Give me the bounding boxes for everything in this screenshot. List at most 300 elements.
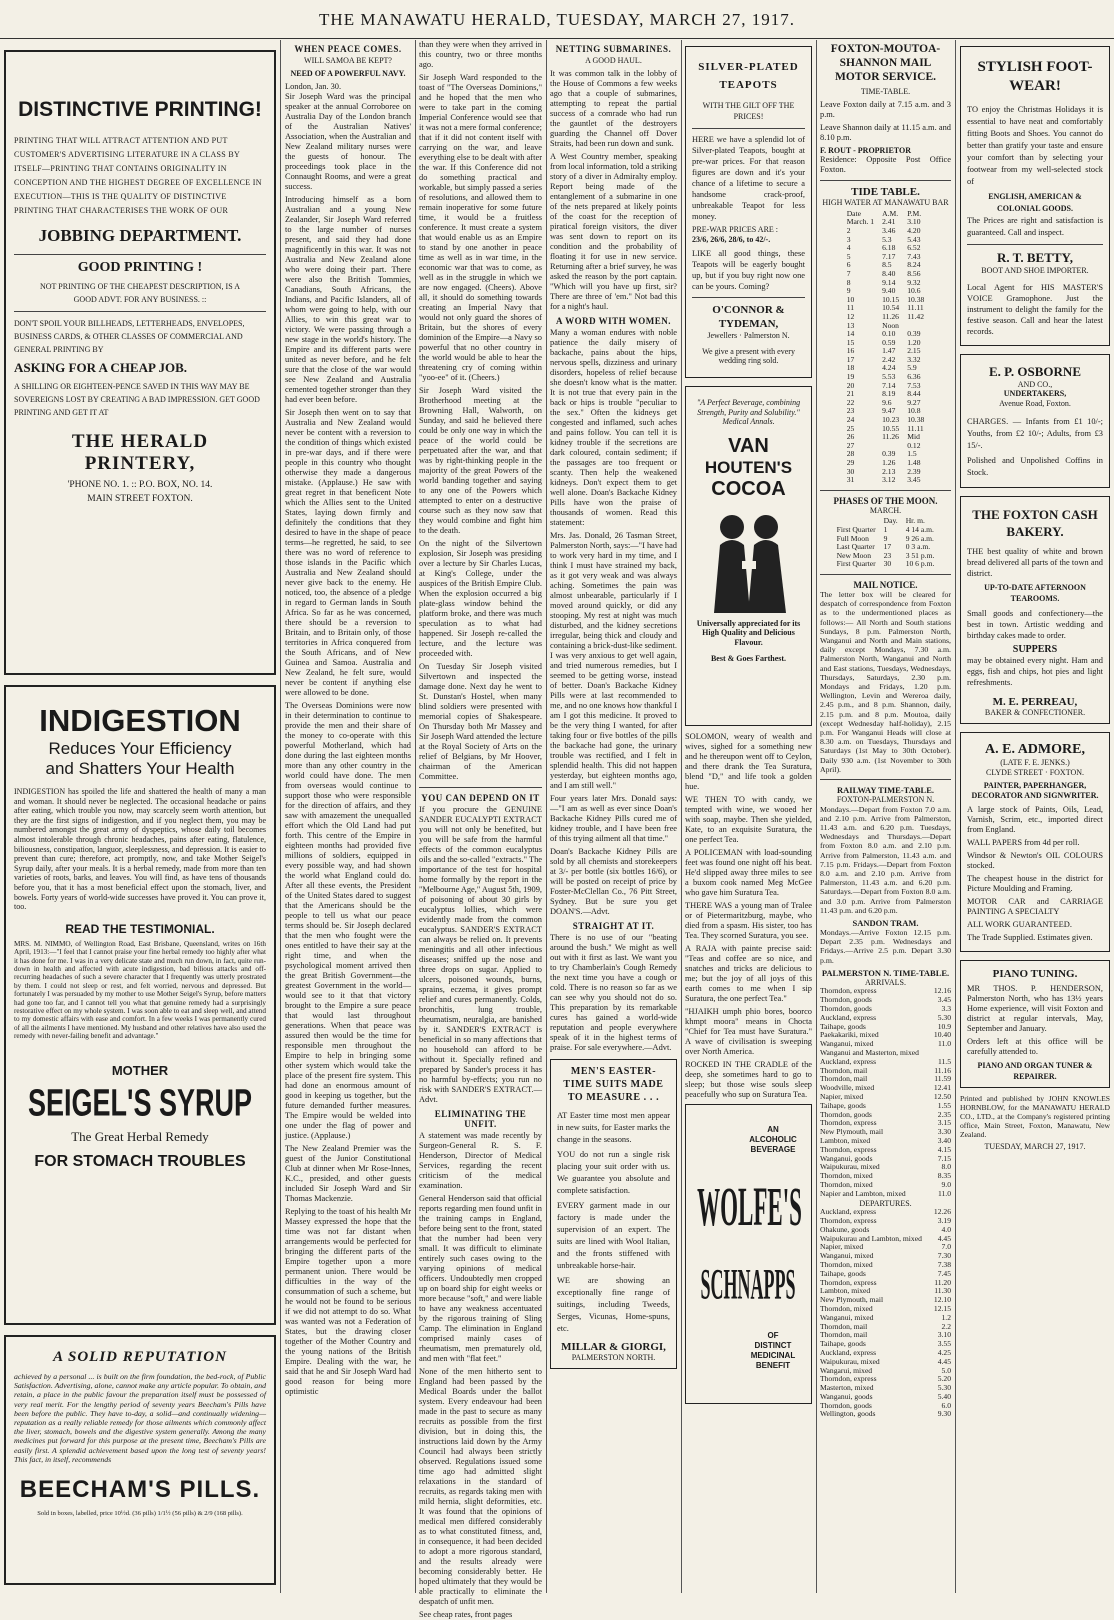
imprint: Printed and published by JOHN KNOWLES HORNBLOW, for the MANAWATU HERALD CO., LTD., at the Company's registered printing office, Main Street, Foxton, Manawatu, New Zealand. bbox=[960, 1094, 1110, 1140]
departure-row-route: Ohakune, goods bbox=[820, 1224, 870, 1234]
moon-cell: 0 3 a.m. bbox=[905, 542, 931, 552]
jeweller-note: We give a present with every wedding ring sold. bbox=[702, 346, 795, 366]
tide-cell: 10 bbox=[846, 294, 855, 304]
arrival-row-route: Thorndon, express bbox=[820, 986, 877, 996]
arrival-row-route: New Plymouth, mail bbox=[820, 1127, 884, 1137]
seigels-tag: The Great Herbal Remedy bbox=[71, 1128, 209, 1144]
good-printing-heading: GOOD PRINTING ! bbox=[77, 260, 203, 275]
admore-trade: PAINTER, PAPERHANGER, DECORATOR AND SIGNWRITER. bbox=[971, 781, 1099, 801]
arrival-row-time: 1.55 bbox=[937, 1100, 951, 1110]
tide-cell: 4 bbox=[846, 243, 851, 253]
arrival-row-route: Thorndon, mixed bbox=[820, 1171, 873, 1181]
tide-cell: 1.26 bbox=[882, 458, 896, 467]
indigestion-ad bbox=[4, 685, 276, 1325]
column-rule bbox=[546, 40, 547, 1593]
admore-name: A. E. ADMORE, bbox=[985, 741, 1085, 757]
column-3 bbox=[419, 40, 542, 1619]
tide-cell: 0.39 bbox=[882, 449, 896, 459]
schnapps-line: BENEFIT bbox=[755, 1360, 791, 1370]
arrival-row-route: Thorndon, goods bbox=[820, 1109, 872, 1119]
tide-cell: 1.48 bbox=[907, 458, 921, 467]
admore-framing: The cheapest house in the district for Picture Moulding and Framing. bbox=[967, 874, 1103, 894]
tide-cell: 10.38 bbox=[907, 294, 925, 304]
tide-cell: 22 bbox=[846, 397, 855, 407]
tide-cell: 20 bbox=[846, 380, 855, 390]
jeweller-sub: Jewellers · Palmerston N. bbox=[707, 331, 790, 341]
paragraph: None of the men hitherto sent to England had been passed by the Medical Boards under the ballot system. Every endeavour had been made in the past to secure as many recruits as possible from the first division, but in doing this, the instructions laid down by the Army Council had always been strictly observed. Regulations issued some time ago had admitted slight relaxations in the standard of recruits, as regards taking men with mild hernia, slight deformities, etc. It was found that the opinions of medical men differed considerably as to what constituted fitness, and, in consequence, it had been decided to adopt a more rigorous standard, and the results already were becoming considerably better. He hoped ultimately that they would be able practically to eliminate the despatch of unfit men. bbox=[419, 1367, 542, 1606]
tide-cell: 2.39 bbox=[907, 466, 921, 476]
arrival-row-route: Woodville, mixed bbox=[820, 1083, 875, 1093]
departure-row-route: Wellington, goods bbox=[820, 1409, 876, 1419]
tide-cell: 14 bbox=[846, 329, 855, 339]
tide-row bbox=[843, 476, 929, 485]
departures-label: DEPARTURES. bbox=[859, 1198, 912, 1208]
paragraph: Doan's Backache Kidney Pills are sold by all chemists and storekeepers at 3/- per bottle (six bottles 16/6), or will be posted on receipt of price by Foster-McClellan Co., 76 Pitt Street, Sydney. But be sure you get DOAN'S.—Advt. bbox=[550, 847, 677, 916]
tide-cell: 9 bbox=[846, 286, 851, 296]
easter-town: PALMERSTON NORTH. bbox=[571, 1353, 656, 1362]
column-7 bbox=[960, 40, 1110, 1593]
printing-title: DISTINCTIVE PRINTING! bbox=[18, 98, 262, 121]
tide-cell: Noon bbox=[882, 320, 899, 330]
tide-cell: 28 bbox=[846, 449, 855, 459]
departure-row-time: 4.25 bbox=[937, 1347, 951, 1357]
tide-cell: 2.42 bbox=[882, 354, 896, 364]
perreau-name: M. E. PERREAU, bbox=[992, 696, 1078, 709]
arrival-row-route: Wanganui, mixed bbox=[820, 1039, 874, 1049]
timetable-line: Leave Shannon daily at 11.15 a.m. and 8.10 p.m. bbox=[820, 122, 951, 142]
perreau-sub: BAKER & CONFECTIONER. bbox=[984, 708, 1086, 718]
tide-cell: 25 bbox=[846, 423, 855, 433]
paragraph: A statement was made recently by Surgeon-General R. S. F. Henderson, Director of Medical Services, regarding the recent criticism of the medical examination. bbox=[419, 1131, 542, 1190]
tide-cell: 0.10 bbox=[882, 329, 896, 339]
paragraph: The New Zealand Premier was the guest of the Junior Constitutional Club at dinner when Mr Rose-Innes, K.C., presided, and other guests included Sir Joseph Ward and Sir Thomas Mackenzie. bbox=[285, 1144, 411, 1203]
arrival-row-time: 10.9 bbox=[937, 1021, 951, 1031]
arrival-row-route: Auckland, express bbox=[820, 1012, 877, 1022]
suratura-ad: "HJAIKH umph phio bores, boorco khmpt moora" means in Chocta "Chief for Tea must have Suratura." A wave of civilisation is sweeping over North America. bbox=[685, 1006, 812, 1056]
easter-firm: MILLAR & GIORGI, bbox=[561, 1341, 666, 1353]
moon-cell: First Quarter bbox=[836, 524, 876, 534]
tide-cell: 8.24 bbox=[907, 260, 921, 270]
piano-heading: PIANO TUNING. bbox=[992, 968, 1078, 981]
tide-table-sub: HIGH WATER AT MANAWATU BAR bbox=[822, 198, 949, 208]
arrival-row-time: 11.16 bbox=[934, 1065, 951, 1075]
dateline: London, Jan. 30. bbox=[285, 82, 342, 91]
column-rule bbox=[415, 40, 416, 1593]
arrival-row-time: 8.0 bbox=[941, 1162, 951, 1172]
tide-cell: 8.40 bbox=[882, 268, 896, 278]
cocoa-brand-1: VAN bbox=[728, 434, 769, 457]
arrival-row-time: 11.0 bbox=[937, 1039, 951, 1049]
tide-cell: 1.5 bbox=[907, 449, 917, 459]
moon-cell: 30 bbox=[883, 559, 892, 569]
paragraph: There is no use of our "beating around the bush." We might as well out with it first as last. We want you to try Chamberlain's Cough Remedy the next time you have a cough or cold. There is no reason so far as we can see why you should not do so. This preparation by its remarkable cures has gained a world-wide reputation and people everywhere speak of it in the highest terms of praise. For sale everywhere.—Advt. bbox=[550, 933, 677, 1052]
tide-cell: 29 bbox=[846, 458, 855, 467]
bakery-tearooms: UP-TO-DATE AFTERNOON TEAROOMS. bbox=[984, 583, 1086, 604]
departure-row-route: Waipukurau and Lambton, mixed bbox=[820, 1233, 922, 1243]
schnapps-line: MEDICINAL bbox=[750, 1350, 796, 1360]
paragraph: Introducing himself as a born Australian and a young New Zealander, Sir Joseph Ward referred to the large number of nurses present, and said they had done magnificently in this war. It was not Australia and New Zealand alone who were doing their part. There were also the British Tommies, Canadians, South Africans, the Indians, and Pacific Islanders, all of whom were going to help, with our Allies, to win this great war to victory. We were passing through a new stage in the world's history. The Empire and its different parts were united as never before, and he felt sure that the close of the war would see New Zealand and Australia cemented together stronger than they had ever been before. bbox=[285, 195, 411, 404]
jeweller-name: O'CONNOR & TYDEMAN, bbox=[712, 304, 785, 331]
tide-cell: 10.23 bbox=[882, 415, 900, 425]
tide-cell: 9.40 bbox=[882, 286, 896, 296]
tide-cell: 11 bbox=[846, 303, 854, 313]
arrival-row bbox=[820, 1190, 951, 1199]
arrival-row-route: Thorndon, mixed bbox=[820, 1179, 873, 1189]
column-rule bbox=[681, 40, 682, 1593]
departure-row-route: Thorndon, mail bbox=[820, 1330, 868, 1340]
column-6 bbox=[820, 40, 951, 1593]
arrival-row-route: Thorndon, express bbox=[820, 1144, 877, 1154]
arrival-row-time: 2.35 bbox=[937, 1109, 951, 1119]
bakery-heading: THE FOXTON CASH BAKERY. bbox=[972, 507, 1098, 540]
paragraph: Replying to the toast of his health Mr Massey expressed the hope that the time was not far distant when arrangements would be perfected for bringing the different parts of the Empire together upon a more permanent union. There would be difficulties in the way of the consummation of such a scheme, but he would not be found to be serious if we did not attempt to do so. What was wanted was not a Federation of States, but the drawing closer together of the Mother Country and the young nations of the British Empire. Dealing with the war, he said that he and Sir Joseph Ward had good reason for being more optimistic bbox=[285, 1207, 411, 1396]
tide-cell: 13 bbox=[846, 320, 855, 330]
tide-column-header: P.M. bbox=[907, 208, 922, 218]
tide-cell: 30 bbox=[846, 466, 855, 476]
departure-row-time: 4.45 bbox=[937, 1356, 951, 1366]
tide-cell: 8.56 bbox=[907, 268, 921, 278]
moon-heading: PHASES OF THE MOON. bbox=[833, 495, 938, 506]
paragraph: Sir Joseph Ward responded to the toast of "The Overseas Dominions," and he hoped that the men who were to take part in the coming Imperial Conference would see that it was not a mere formal conference; that if it did not content itself with carrying on the war, and leave everything else to be dealt with after the war. If this Conference did not do something practical and workable, but simply passed a series of resolutions, and allowed them to remain inoperative for some future time, it would be a fruitless conference. It must create a system that would enable us as an Empire to stand by one another in peace time as well as in war time, in the economic war that was to come, as well as in the struggle in which we are now engaged. (Cheers). Above all, it should do something towards creating an Imperial Navy that would not only guard the shores of Britain, but the shores of every dominion of the Empire—a Navy so powerful that no other country in the world would be able to hear the threatening cry of coming within "yoo-ee" of it. (Cheers.) bbox=[419, 73, 542, 382]
arrival-row-time: 3.40 bbox=[937, 1135, 951, 1145]
arrival-row-route: Taihape, goods bbox=[820, 1021, 866, 1031]
column-rule bbox=[816, 40, 817, 1593]
herald-printery: THE HERALD PRINTERY, bbox=[71, 431, 209, 474]
schnapps-brand-1: WOLFE'S bbox=[697, 1176, 802, 1237]
proprietor: F. ROUT - PROPRIETOR bbox=[820, 145, 911, 155]
departure-row-route: Wanganui, goods bbox=[820, 1391, 873, 1401]
paragraph: A West Country member, speaking from local information, told a striking story of a diver in Admiralty employ. Report being made of the entanglement of a submarine in one of the nets prepared at likely points of the coast for the reception of piratical foreign visitors, the diver was sent down to report on its condition and the probability of floating it for use in new service. Returning after a brief survey, he was asked the reason by the port captain. "Which will you have up first, sir? There are three of 'em." Not bad this for a night's haul. bbox=[550, 152, 677, 311]
article-subhead: WILL SAMOA BE KEPT? bbox=[304, 56, 392, 65]
beecham-heading: A SOLID REPUTATION bbox=[53, 1349, 227, 1365]
departure-row-route: Thorndon, express bbox=[820, 1215, 877, 1225]
footwear-heading: STYLISH FOOT-WEAR! bbox=[977, 59, 1093, 94]
tide-cell: 10.55 bbox=[882, 423, 900, 433]
railway-body: Mondays.—Depart from Foxton 7.0 a.m. and 2.10 p.m. Arrive from Palmerston, 11.43 a.m. and 6.20 p.m. Tuesdays, Wednesdays and Thursdays.—Depart from Foxton 8.0 a.m. and 2.10 p.m. Arrive from Palmerston, 11.43 a.m. and 7.15 p.m. Fridays.—Depart from Foxton 8.0 a.m. and 2.10 p.m. Arrive from Palmerston, 11.43 a.m. and 6.20 p.m. Saturdays.—Depart from Foxton 8.0 a.m. and 3.0 p.m. Arrive from Palmerston 11.43 p.m. and 6.20 p.m. bbox=[820, 804, 951, 915]
footwear-body: TO enjoy the Christmas Holidays it is essential to have neat and comfortably fitting Boots and Shoes. You cannot do better than gratify your taste and ensure your comfort than by selecting your footwear from my well-selected stock of bbox=[967, 105, 1103, 186]
beecham-ad bbox=[4, 1335, 276, 1585]
arrival-row-time: 11.0 bbox=[937, 1188, 951, 1198]
betty-sub: BOOT AND SHOE IMPORTER. bbox=[981, 266, 1089, 275]
teapot-ad bbox=[685, 46, 812, 378]
departure-row-route: New Plymouth, mail bbox=[820, 1295, 884, 1305]
departure-row-route: Waipukurau, mixed bbox=[820, 1356, 880, 1366]
paragraph: Mrs. Jas. Donald, 26 Tasman Street, Palmerston North, says:—"I have had to work very hard in my time, and I think I must have strained my back, as it got very weak and was always aching. Sometimes the pain was almost unbearable, particularly if I moved around quickly, or did any stooping. My rest at night was much disturbed, and the kidney secretions irregular, being thick and cloudy and containing a brick-dust-like sediment. I was very anxious to get well again, and tried numerous remedies, but I seemed to be getting worse, instead of better. Doan's Backache Kidney Pills were at last recommended to me, and no one knows how thankful I am I got this medicine. It proved to be the very thing I wanted, for after taking four or five bottles of the pills the backache had gone, the urinary trouble was rectified, and I felt in splendid health. This did not happen yesterday, but eighteen months ago, and I am still well." bbox=[550, 531, 677, 790]
tide-cell: 7.14 bbox=[882, 380, 896, 390]
mail-notice-body: The letter box will be cleared for despatch of correspondence from Foxton as to the undermentioned places as follows:— All North and South stations Sundays, 8 p.m. Palmerston North, Wanganui and North and Main stations, daily except Mondays, 7.30 a.m. Palmerston North, Wanganui and North and East stations, Tuesdays, Wednesdays, Thursdays, Saturdays, 2.30 p.m. Mondays and Fridays, 1.20 p.m. Wellington, Levin and Wereroa daily, 2.45 p.m., and 8 p.m. Shannon, daily, 2.15 p.m. and 8 p.m. Moutoa, daily (except Wednesday half-holiday), 2.15 p.m. For Wanganui Heads will close at 8.30 a.m. on Tuesdays, Thursdays and Saturdays (1st May to 30th October). Daily 930 a.m. (1st November to 30th April). bbox=[820, 589, 951, 774]
piano-ad bbox=[960, 960, 1110, 1088]
departure-row-route: Thorndon, mail bbox=[820, 1321, 868, 1331]
departure-row-route: Thorndon, mixed bbox=[820, 1303, 873, 1313]
tide-column-header: A.M. bbox=[882, 208, 899, 218]
departure-row-time: 12.26 bbox=[933, 1207, 951, 1217]
arrival-row-time: 3.15 bbox=[937, 1118, 951, 1128]
departure-row-time: 7.0 bbox=[941, 1242, 951, 1252]
tide-cell: 0.59 bbox=[882, 337, 896, 347]
arrival-row-time: 5.30 bbox=[937, 1012, 951, 1022]
railway-sub: FOXTON-PALMERSTON N. bbox=[836, 795, 935, 804]
tide-cell: 17 bbox=[846, 354, 855, 364]
tide-cell: 4.24 bbox=[882, 363, 896, 373]
article-heading-unfit: ELIMINATING THE UNFIT. bbox=[434, 1109, 527, 1129]
moon-cell: 9 bbox=[883, 533, 888, 543]
osborne-address: Avenue Road, Foxton. bbox=[999, 398, 1071, 408]
arrival-row-route: Thorndon, mail bbox=[820, 1074, 868, 1084]
easter-para: AT Easter time most men appear in new suits, for Easter marks the change in the seasons. bbox=[557, 1111, 670, 1144]
tide-cell: 8.5 bbox=[882, 260, 892, 270]
article-heading-women: A WORD WITH WOMEN. bbox=[555, 316, 672, 326]
bakery-body: THE best quality of white and brown bread delivered all parts of the town and district. bbox=[967, 547, 1103, 579]
tide-cell: 4.20 bbox=[907, 225, 921, 235]
departure-row-route: Napier, mixed bbox=[820, 1242, 864, 1252]
tide-cell: 31 bbox=[846, 475, 855, 485]
departures-list bbox=[820, 1208, 951, 1419]
printing-dept: JOBBING DEPARTMENT. bbox=[38, 226, 242, 245]
departure-row-time: 4.0 bbox=[941, 1224, 951, 1234]
tide-cell: 21 bbox=[846, 389, 855, 399]
arrival-row-time: 12.41 bbox=[933, 1083, 951, 1093]
tide-cell: 5.53 bbox=[882, 372, 896, 382]
arrival-row-route: Napier and Lambton, mixed bbox=[820, 1188, 906, 1198]
teapot-prices: 23/6, 26/6, 28/6, to 42/-. bbox=[692, 234, 771, 244]
paragraph: General Henderson said that official reports regarding men found unfit in the training camps in England, before being sent to the front, stated that the number had been very small. It was difficult to eliminate entirely such cases owing to the varying opinions of medical officers. Undoubtedly men cropped up on board ship for eight weeks or more because "soft," and were liable to have any weakness accentuated by the rigorous training of Sling Camp. The elimination in England comprised mainly cases of rheumatism, men prematurely old, and men with "flat feet." bbox=[419, 1194, 542, 1363]
tide-cell: 10.15 bbox=[882, 294, 900, 304]
tide-cell: 9.32 bbox=[907, 277, 921, 287]
arrival-row-time: 10.40 bbox=[933, 1030, 951, 1040]
arrival-row-time: 3.45 bbox=[937, 995, 951, 1005]
cheap-job-line: ASKING FOR A CHEAP JOB. bbox=[14, 360, 187, 375]
paragraph: Sir Joseph Ward visited the Brotherhood meeting at the Browning Hall, Walworth, on Sunday, and said he believed there could be only one way in which the peace of the world could be perpetuated after the war, and that was by right-thinking people in the majority of the great Powers of the world banding together and saying to any one of the Powers which attempted to enter on a destructive course such as they now saw that they would combine and fight him to the death. bbox=[419, 386, 542, 535]
tide-cell: 16 bbox=[846, 346, 855, 356]
pn-timetable-heading: PALMERSTON N. TIME-TABLE. bbox=[821, 967, 950, 978]
departure-row-route: Lambton, mixed bbox=[820, 1286, 871, 1296]
teapot-prices-label: PRE-WAR PRICES ARE : bbox=[692, 225, 779, 234]
easter-suits-ad bbox=[550, 1059, 677, 1369]
moon-table bbox=[833, 517, 939, 569]
moon-column-header: Hr. m. bbox=[905, 516, 925, 526]
arrival-row-route: Thorndon, express bbox=[820, 1118, 877, 1128]
tide-cell: 6.52 bbox=[907, 243, 921, 253]
teapot-body: HERE we have a splendid lot of Silver-plated Teapots, bought at pre-war prices. For that reason figures are down and it's your chance of a lifetime to secure a handsome crack-proof, unbreakable Teapot for less money. bbox=[692, 135, 805, 221]
tide-cell: 8.19 bbox=[882, 389, 896, 399]
tide-cell: 11.26 bbox=[882, 432, 899, 442]
departure-row-time: 12.15 bbox=[933, 1303, 951, 1313]
paragraph: Many a woman endures with noble patience the daily misery of backache, pains about the hips, nervous spells, dizziness and urinary disorders, hopeless of relief because she doesn't know what is the matter. It is not true that every pain in the back or hips is trouble "peculiar to the sex." Often the kidneys get congested and inflamed, such aches and pains follow. You can tell it is kidney trouble if the secretions are dark coloured, contain sediment; if the passages are too frequent or scanty. Then help the weakened kidneys. Don't expect them to get well alone. Doan's Backache Kidney Pills have won the praise of thousands of women. Read this statement: bbox=[550, 328, 677, 527]
departure-row-time: 7.45 bbox=[937, 1268, 951, 1278]
tide-cell: 23 bbox=[846, 406, 855, 416]
departure-row bbox=[820, 1410, 951, 1419]
cocoa-tagline-2: Best & Goes Farthest. bbox=[710, 653, 787, 663]
tide-cell: 18 bbox=[846, 363, 855, 373]
paragraph: than they were when they arrived in this country, two or three months ago. bbox=[419, 40, 542, 69]
easter-para: EVERY garment made in our factory is made under the supervision of an expert. The suits are lined with Wool Italian, and the fronts stiffened with unbreakable horse-hair. bbox=[557, 1201, 670, 1270]
paragraph: The Overseas Dominions were now in their determination to continue to provide the men and their share of the money to co-operate with this powerful Motherland, which had done during the last eighteen months more than any other country in the world could have done. The men from overseas would continue to support those who were responsible for the direction of affairs, and they saw with amazement the unequalled effort which the Old Land had put forth. This centre of the Empire in eighteen months had provided five millions of soldiers, equipped in every possible way, and had shown the world what England could do. After all these events, the President of the United States dared to suggest that the Americans should be the people to tell us what our peace terms should be. Sir Joseph declared that the men who fought were the ones entitled to have their say at the right time, and when the psychological moment arrived then the great British Government—the greatest Government in the world—would see to it that that victory brought to the Empire a sure peace that would last throughout generations. When that peace was assured then would be the time for responsible men throughout the Empire to help in bringing some other system which would take the place of the present fire system. This had done an enormous amount of good in keeping us together, but the future demanded further measures. The Empire would be welded into one under the flag of power and justice. (Applause.) bbox=[285, 701, 411, 1140]
arrival-row-time: 11.59 bbox=[934, 1074, 951, 1084]
arrival-row-route: Waipukurau, mixed bbox=[820, 1162, 880, 1172]
arrival-row-time: 4.15 bbox=[937, 1144, 951, 1154]
suratura-ad: A RAJA with painte precise said: "Teas and coffee are so nice, and snatches and tricks are delicious to me; but the joy of all joys of this earth comes to me when I sip Suratura, the one perfect Tea." bbox=[685, 943, 812, 1003]
paragraph: Four years later Mrs. Donald says:—"I am as well as ever since Doan's Backache Kidney Pills cured me of kidney trouble, and I have been free of this trying ailment all that time." bbox=[550, 794, 677, 843]
tide-cell: March. 1 bbox=[846, 217, 875, 227]
tide-cell: 9.47 bbox=[882, 406, 896, 416]
beecham-brand: BEECHAM'S PILLS. bbox=[19, 1476, 261, 1504]
tide-cell: 26 bbox=[846, 432, 855, 442]
suratura-ad: A POLICEMAN with load-sounding feet was found one night off his beat. He'd slipped away three miles to see a buxom cook named Meg McGee who gave him Suratura Tea. bbox=[685, 847, 812, 897]
indigestion-sub2: and Shatters Your Health bbox=[45, 759, 235, 778]
arrival-row-route: Wanganui, goods bbox=[820, 1153, 873, 1163]
seigels-brand: SEIGEL'S SYRUP bbox=[28, 1081, 252, 1124]
cocoa-tagline: Universally appreciated for its High Quality and Delicious Flavour. bbox=[696, 618, 801, 647]
paragraph: If you procure the GENUINE SANDER EUCALYPTI EXTRACT you will not only be benefited, but you will be safe from the harmful effects of the common eucalyptus oils and the so-called "extracts." The importance of the test for hospital home formally by the report in the "Melbourne Age," August 5th, 1909, of poisoning of about 30 girls by eucalyptus lollies, which were evidently made from the common eucalyptus. SANDER'S EXTRACT can always be relied on. It prevents meningitis and all other infectious diseases; sniffed up the nose and three drops on sugar. Applied to ulcers, poisoned wounds, burns, sprains, eczema, it gives prompt relief and cures permanently. Colds, bronchitis, lung trouble, rheumatism, neuralgia, are banished by it. SANDER'S EXTRACT is beneficial in so many affections that no household can afford to be without it. Specially refined and prepared by Sander's process it has no harmful by-effects; you run no risk with SANDER'S EXTRACT.—Advt. bbox=[419, 805, 542, 1104]
column-rule bbox=[955, 40, 956, 1593]
departure-row-route: Auckland, express bbox=[820, 1347, 877, 1357]
timetable-line: Leave Foxton daily at 7.15 a.m. and 3 p.m. bbox=[820, 99, 951, 119]
masthead: THE MANAWATU HERALD, TUESDAY, MARCH 27, 1917. bbox=[0, 10, 1114, 39]
osborne-coffins: Polished and Unpolished Coffins in Stock. bbox=[967, 456, 1103, 478]
paragraph: It was common talk in the lobby of the House of Commons a few weeks ago that a couple of submarines, attempting to repeat the partial success of a comrade who had run the gauntlet of the destroyers guarding the Channel off Dover Straits, had been run down and sunk. bbox=[550, 69, 677, 148]
testimonial-heading: READ THE TESTIMONIAL. bbox=[65, 921, 215, 936]
schnapps-line: BEVERAGE bbox=[750, 1144, 796, 1154]
moon-cell: New Moon bbox=[836, 550, 871, 560]
departure-row-time: 5.40 bbox=[937, 1391, 951, 1401]
tide-cell: 0.39 bbox=[907, 329, 921, 339]
departure-row-route: Taihape, goods bbox=[820, 1339, 866, 1349]
tide-cell: 7 bbox=[846, 268, 851, 278]
arrival-row-route: Taihape, goods bbox=[820, 1100, 866, 1110]
departure-row-time: 2.2 bbox=[941, 1321, 951, 1331]
easter-heading: MEN'S EASTER-TIME SUITS MADE TO MEASURE . . . bbox=[563, 1066, 664, 1103]
printing-ad bbox=[4, 50, 276, 675]
osborne-charges: CHARGES. — Infants from £1 10/-; Youths, from £2 10/-; Adults, from £3 15/-. bbox=[967, 417, 1103, 451]
suratura-ad: THERE WAS a young man of Tralee or of Pietermaritzburg, maybe, who died from a spasm. His sister, too has Tea. They scorned Suratura, you see. bbox=[685, 900, 812, 940]
arrivals-list bbox=[820, 987, 951, 1198]
moon-cell: 3 51 p.m. bbox=[905, 550, 935, 560]
bakery-ad bbox=[960, 496, 1110, 724]
mail-notice-heading: MAIL NOTICE. bbox=[853, 579, 918, 590]
tide-cell: 11.26 bbox=[882, 311, 899, 321]
suppers-heading: SUPPERS bbox=[1012, 644, 1058, 656]
article-heading-netting: NETTING SUBMARINES. bbox=[555, 44, 672, 54]
tide-cell: 10.6 bbox=[907, 286, 921, 296]
tide-column-header: Date bbox=[846, 208, 862, 218]
moon-cell: First Quarter bbox=[836, 559, 876, 569]
bakery-body-2: Small goods and confectionery—the best in town. Artistic wedding and birthday cakes made to order. bbox=[967, 609, 1103, 641]
beecham-price: Sold in boxes, labelled, price 10½d. (36 pills) 1/1½ (56 pills) & 2/9 (168 pills). bbox=[37, 1510, 243, 1518]
tide-cell: 11.11 bbox=[907, 303, 924, 313]
teapot-sub: WITH THE GILT OFF THE PRICES! bbox=[702, 101, 795, 121]
departure-row-route: Wangarui, mixed bbox=[820, 1365, 873, 1375]
moon-row bbox=[833, 560, 939, 569]
indigestion-sub1: Reduces Your Efficiency bbox=[48, 739, 232, 758]
good-printing-body: NOT PRINTING OF THE CHEAPEST DESCRIPTION, IS A GOOD ADVT. FOR ANY BUSINESS. :: bbox=[39, 282, 241, 304]
moon-cell: 4 14 a.m. bbox=[905, 524, 934, 534]
tide-cell: 15 bbox=[846, 337, 855, 347]
article-heading-depend: YOU CAN DEPEND ON IT bbox=[421, 793, 540, 803]
moon-cell: 9 26 a.m. bbox=[905, 533, 934, 543]
admore-body: A large stock of Paints, Oils, Lead, Varnish, Scrim, etc., imported direct from England. bbox=[967, 805, 1103, 835]
arrival-row-route: Napier, mixed bbox=[820, 1092, 864, 1101]
admore-address: CLYDE STREET · FOXTON. bbox=[985, 767, 1084, 777]
tide-cell: 7.17 bbox=[882, 251, 896, 261]
arrival-row-route: Thorndon, goods bbox=[820, 1004, 872, 1014]
wolfes-schnapps-ad bbox=[685, 1104, 812, 1404]
osborne-ad bbox=[960, 354, 1110, 489]
tide-cell: 3.45 bbox=[907, 475, 921, 485]
cocoa-brand-2: HOUTEN'S bbox=[704, 457, 793, 477]
arrival-row-time: 9.0 bbox=[941, 1179, 951, 1189]
tide-cell: 10.38 bbox=[907, 415, 925, 425]
teapot-heading: SILVER-PLATED TEAPOTS bbox=[698, 61, 799, 91]
tide-cell: 12 bbox=[846, 311, 855, 321]
suppers-body: may be obtained every night. Ham and eggs, fish and chips, hot pies and light refreshments. bbox=[967, 656, 1103, 688]
tide-cell: 7.43 bbox=[907, 251, 921, 261]
tide-cell: 9.27 bbox=[907, 397, 921, 407]
departure-row-time: 5.20 bbox=[937, 1374, 951, 1384]
admore-wallpapers: WALL PAPERS from 4d per roll. bbox=[967, 838, 1080, 848]
admore-motor: MOTOR CAR and CARRIAGE PAINTING A SPECIALTY bbox=[967, 897, 1103, 917]
paragraph: On Tuesday Sir Joseph visited Silvertown and inspected the damage done. Next day he went to St. Dunstan's Hostel, when many blind soldiers were presented with memorial copies of Shakespeare. On Thursday both Mr Massey and Sir Joseph Ward attended the lecture at the Royal Society of Arts on the relief of Belgians, by Mr Hoover, chairman of the American Committee. bbox=[419, 662, 542, 781]
tide-cell: 10.54 bbox=[882, 303, 900, 313]
tide-cell: 10.8 bbox=[907, 406, 921, 416]
osborne-name: E. P. OSBORNE bbox=[989, 363, 1081, 379]
departure-row-route: Wanganui, mixed bbox=[820, 1312, 874, 1322]
moon-cell: 17 bbox=[883, 542, 892, 552]
tide-table bbox=[843, 210, 929, 485]
seigels-for: FOR STOMACH TROUBLES bbox=[34, 1152, 246, 1170]
departure-row-time: 3.10 bbox=[937, 1330, 951, 1340]
departure-row-time: 11.20 bbox=[934, 1277, 951, 1287]
moon-cell: Full Moon bbox=[836, 533, 869, 543]
tide-cell: 9.14 bbox=[882, 277, 896, 287]
departure-row-route: Thorndon, express bbox=[820, 1374, 877, 1384]
railway-heading: RAILWAY TIME-TABLE. bbox=[837, 785, 934, 795]
departure-row-route: Taihape, goods bbox=[820, 1268, 866, 1278]
arrival-row-route: Auckland, express bbox=[820, 1056, 877, 1066]
tide-cell: 24 bbox=[846, 415, 855, 425]
tram-heading: SANDON TRAM. bbox=[852, 918, 919, 929]
departure-row-time: 9.30 bbox=[937, 1409, 951, 1419]
departure-row-time: 1.2 bbox=[941, 1312, 951, 1322]
footwear-goods: ENGLISH, AMERICAN & COLONIAL GOODS. bbox=[988, 192, 1082, 213]
tide-cell: 2.15 bbox=[907, 346, 921, 356]
tide-cell: 19 bbox=[846, 372, 855, 382]
residence: Residence: Opposite Post Office Foxton. bbox=[820, 155, 951, 175]
departure-row-route: Wanganui, mixed bbox=[820, 1251, 874, 1261]
tide-cell: Mid bbox=[907, 432, 920, 442]
testimonial-body: MRS. M. NIMMO, of Wellington Road, East Brisbane, Queensland, writes on 16th April, 1913:—"I feel that I cannot praise your fine herbal remedy too highly after what it has done for me. I was in a very delicate state and much run down, in fact, quite run-down in health and affected with acute indigestion, bad bilious attacks and off-recurring headaches of such a severe character that I frequently was utterly prostrated by them. I could not sleep or rest, and felt worried, nervous and depressed. But fortunately I was persuaded by my mother to use Mother Seigel's Syrup, before matters had gone too far, and I cannot tell you what that genuine remedy had a surprisingly restorative effect on my whole system. I was soon able to eat and sleep well, and attend to my domestic affairs with ease and comfort. In a few weeks I was permanently cured of all the ailments I have mentioned. My husband and other relatives have also used the remedy with never-failing benefit and advantage." bbox=[14, 939, 266, 1041]
tide-cell: 3.46 bbox=[882, 225, 896, 235]
beecham-body: achieved by a personal ... is built on the firm foundation, the bed-rock, of Public Satisfaction. Advertising, alone, cannot make any article popular. To obtain, and retain, a place in the public favour the preparation itself must be possessed of very real merit. For the lengthy period of seventy years Beecham's Pills have been before the public. They have to-day, a solid—and continually widening—reputation as a really reliable remedy for those ailments which commonly affect the liver, stomach, bowels and the digestive system generally. Among the many medicines put forward for this purpose at the present time, Beecham's Pills are easily first. A splendid achievement based upon the long test of seventy years! This fact, in itself, recommends bbox=[14, 1372, 266, 1464]
schnapps-brand-2: SCHNAPPS bbox=[700, 1260, 796, 1309]
departure-row-time: 11.30 bbox=[934, 1286, 951, 1296]
departure-row-route: Thorndon, mixed bbox=[820, 1259, 873, 1269]
departure-row-time: 3.19 bbox=[937, 1215, 951, 1225]
moon-cell: 23 bbox=[883, 550, 892, 560]
spoil-body: DON'T SPOIL YOUR BILLHEADS, LETTERHEADS, ENVELOPES, BUSINESS CARDS, & OTHER CLASSES OF COMMERCIAL AND GENERAL PRINTING BY bbox=[14, 319, 245, 354]
main-street: MAIN STREET FOXTON. bbox=[87, 493, 193, 504]
moon-cell: Last Quarter bbox=[836, 542, 875, 552]
tide-cell: 7.53 bbox=[907, 380, 921, 390]
arrival-row-time: 3.3 bbox=[941, 1004, 951, 1014]
tide-cell: 5.3 bbox=[882, 234, 892, 244]
piano-sub: PIANO AND ORGAN TUNER & REPAIRER. bbox=[977, 1061, 1093, 1082]
arrival-row-route: Thorndon, goods bbox=[820, 995, 872, 1005]
two-women-illustration bbox=[694, 505, 804, 615]
tide-cell: 5 bbox=[846, 251, 851, 261]
footwear-ad bbox=[960, 46, 1110, 346]
schnapps-line: ALCOHOLIC bbox=[749, 1134, 797, 1144]
arrival-row-time: 8.35 bbox=[937, 1171, 951, 1181]
